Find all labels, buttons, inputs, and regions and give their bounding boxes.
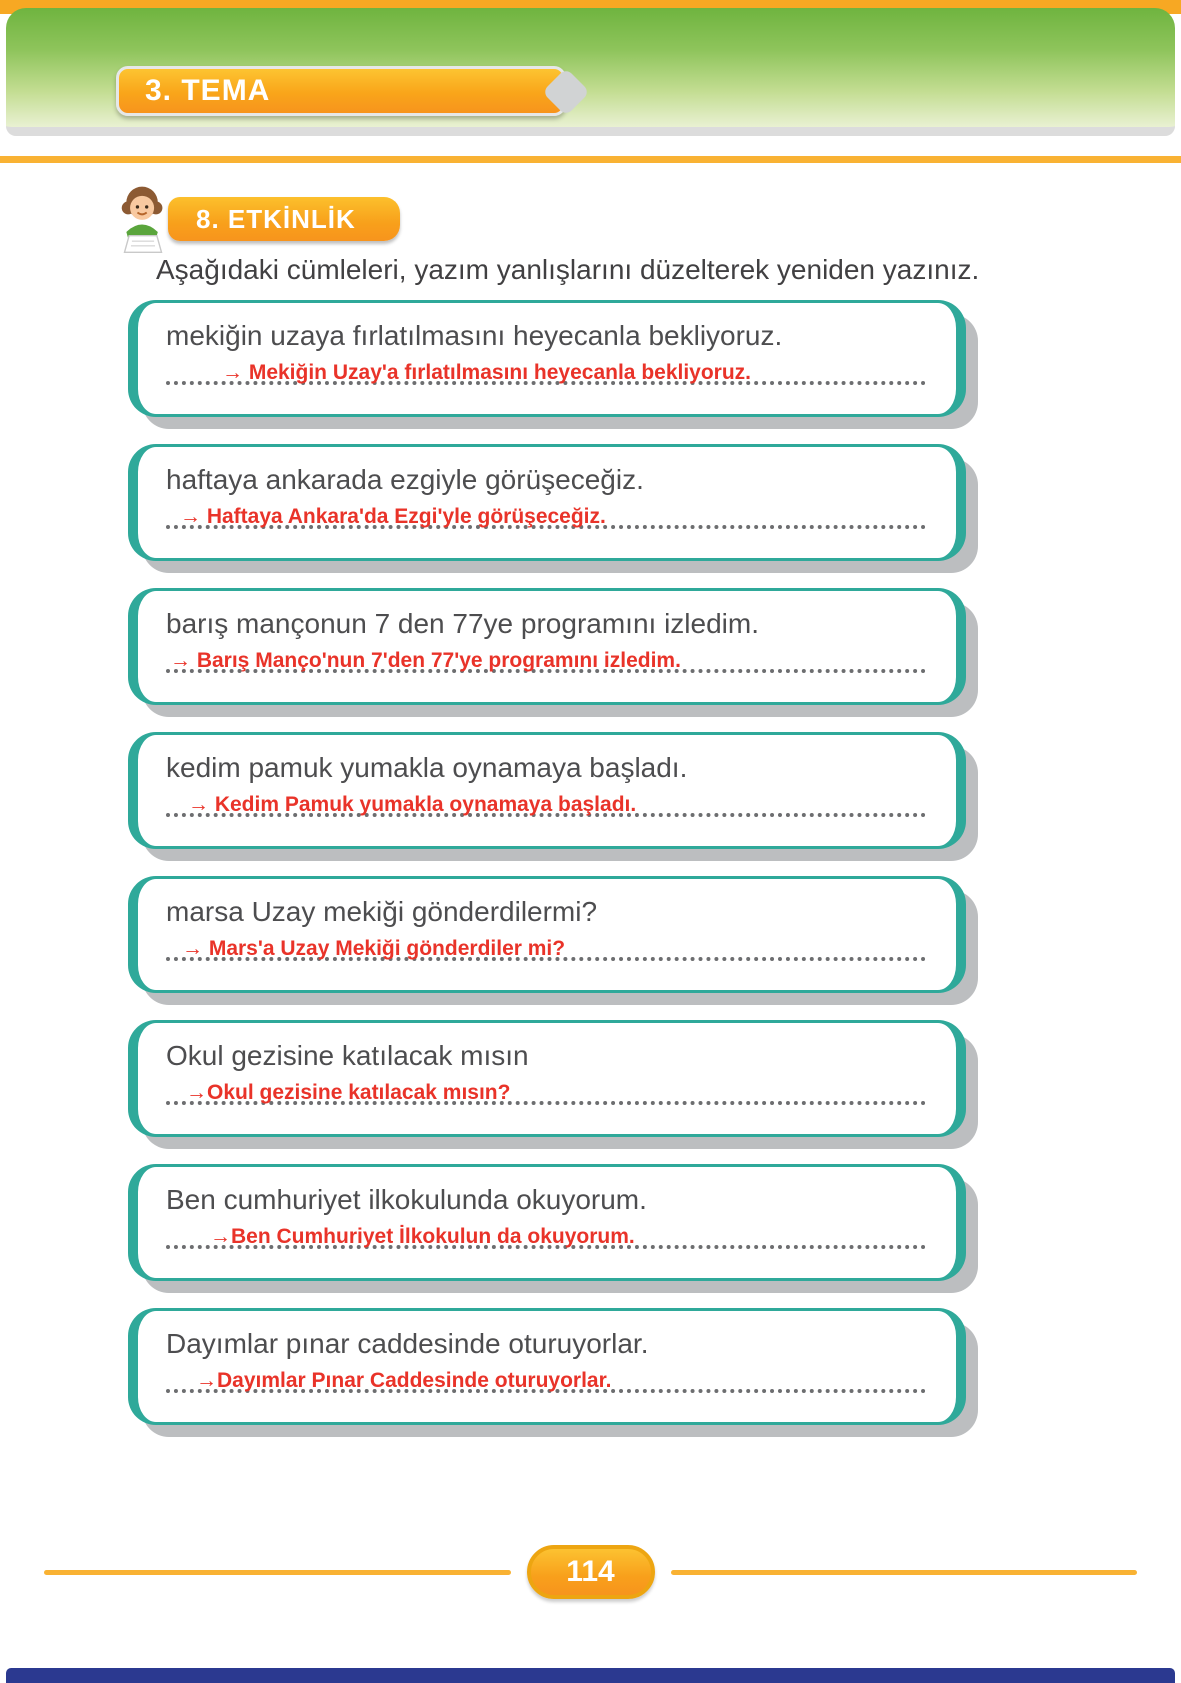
footer-line-right bbox=[671, 1570, 1138, 1575]
exercise-correction: →Okul gezisine katılacak mısın? bbox=[186, 1081, 511, 1104]
bottom-blue-bar bbox=[6, 1668, 1175, 1683]
exercise-card bbox=[128, 732, 966, 849]
exercise-card bbox=[128, 876, 966, 993]
exercise-card bbox=[128, 1020, 966, 1137]
activity-header bbox=[104, 182, 400, 256]
exercise-card bbox=[128, 300, 966, 417]
exercise-sentence: barış mançonun 7 den 77ye programını izledim. bbox=[166, 608, 759, 639]
exercise-sentence: Ben cumhuriyet ilkokulunda okuyorum. bbox=[166, 1184, 647, 1215]
page-number-badge: 114 bbox=[527, 1545, 655, 1599]
activity-badge: 8. ETKİNLİK bbox=[168, 197, 400, 241]
exercise-card bbox=[128, 444, 966, 561]
page-footer bbox=[44, 1544, 1137, 1600]
header-divider bbox=[0, 156, 1181, 163]
exercise-correction: →Ben Cumhuriyet İlkokulun da okuyorum. bbox=[210, 1225, 635, 1248]
exercise-correction: →Dayımlar Pınar Caddesinde oturuyorlar. bbox=[196, 1369, 612, 1392]
exercise-sentence: kedim pamuk yumakla oynamaya başladı. bbox=[166, 752, 688, 783]
tema-badge: 3. TEMA bbox=[116, 66, 566, 116]
exercise-correction: → Haftaya Ankara'da Ezgi'yle görüşeceğiz. bbox=[180, 505, 606, 528]
exercise-correction: → Mars'a Uzay Mekiği gönderdiler mi? bbox=[182, 937, 566, 960]
exercise-correction: → Mekiğin Uzay'a fırlatılmasını heyecanla bekliyoruz. bbox=[222, 361, 752, 384]
exercise-correction: → Barış Manço'nun 7'den 77'ye programını izledim. bbox=[170, 649, 681, 672]
student-reading-icon bbox=[104, 182, 182, 256]
exercise-sentence: Dayımlar pınar caddesinde oturuyorlar. bbox=[166, 1328, 649, 1359]
footer-line-left bbox=[44, 1570, 511, 1575]
activity-instruction: Aşağıdaki cümleleri, yazım yanlışlarını düzelterek yeniden yazınız. bbox=[156, 254, 980, 285]
exercise-sentence: Okul gezisine katılacak mısın bbox=[166, 1040, 529, 1071]
exercise-sentence: marsa Uzay mekiği gönderdilermi? bbox=[166, 896, 598, 927]
exercise-correction: → Kedim Pamuk yumakla oynamaya başladı. bbox=[188, 793, 637, 816]
exercise-card bbox=[128, 1308, 966, 1425]
tema-header-banner bbox=[6, 8, 1175, 136]
exercise-card bbox=[128, 1164, 966, 1281]
exercise-sentence: haftaya ankarada ezgiyle görüşeceğiz. bbox=[166, 464, 644, 495]
exercise-card bbox=[128, 588, 966, 705]
exercise-list bbox=[128, 300, 966, 1425]
exercise-sentence: mekiğin uzaya fırlatılmasını heyecanla bekliyoruz. bbox=[166, 320, 783, 351]
